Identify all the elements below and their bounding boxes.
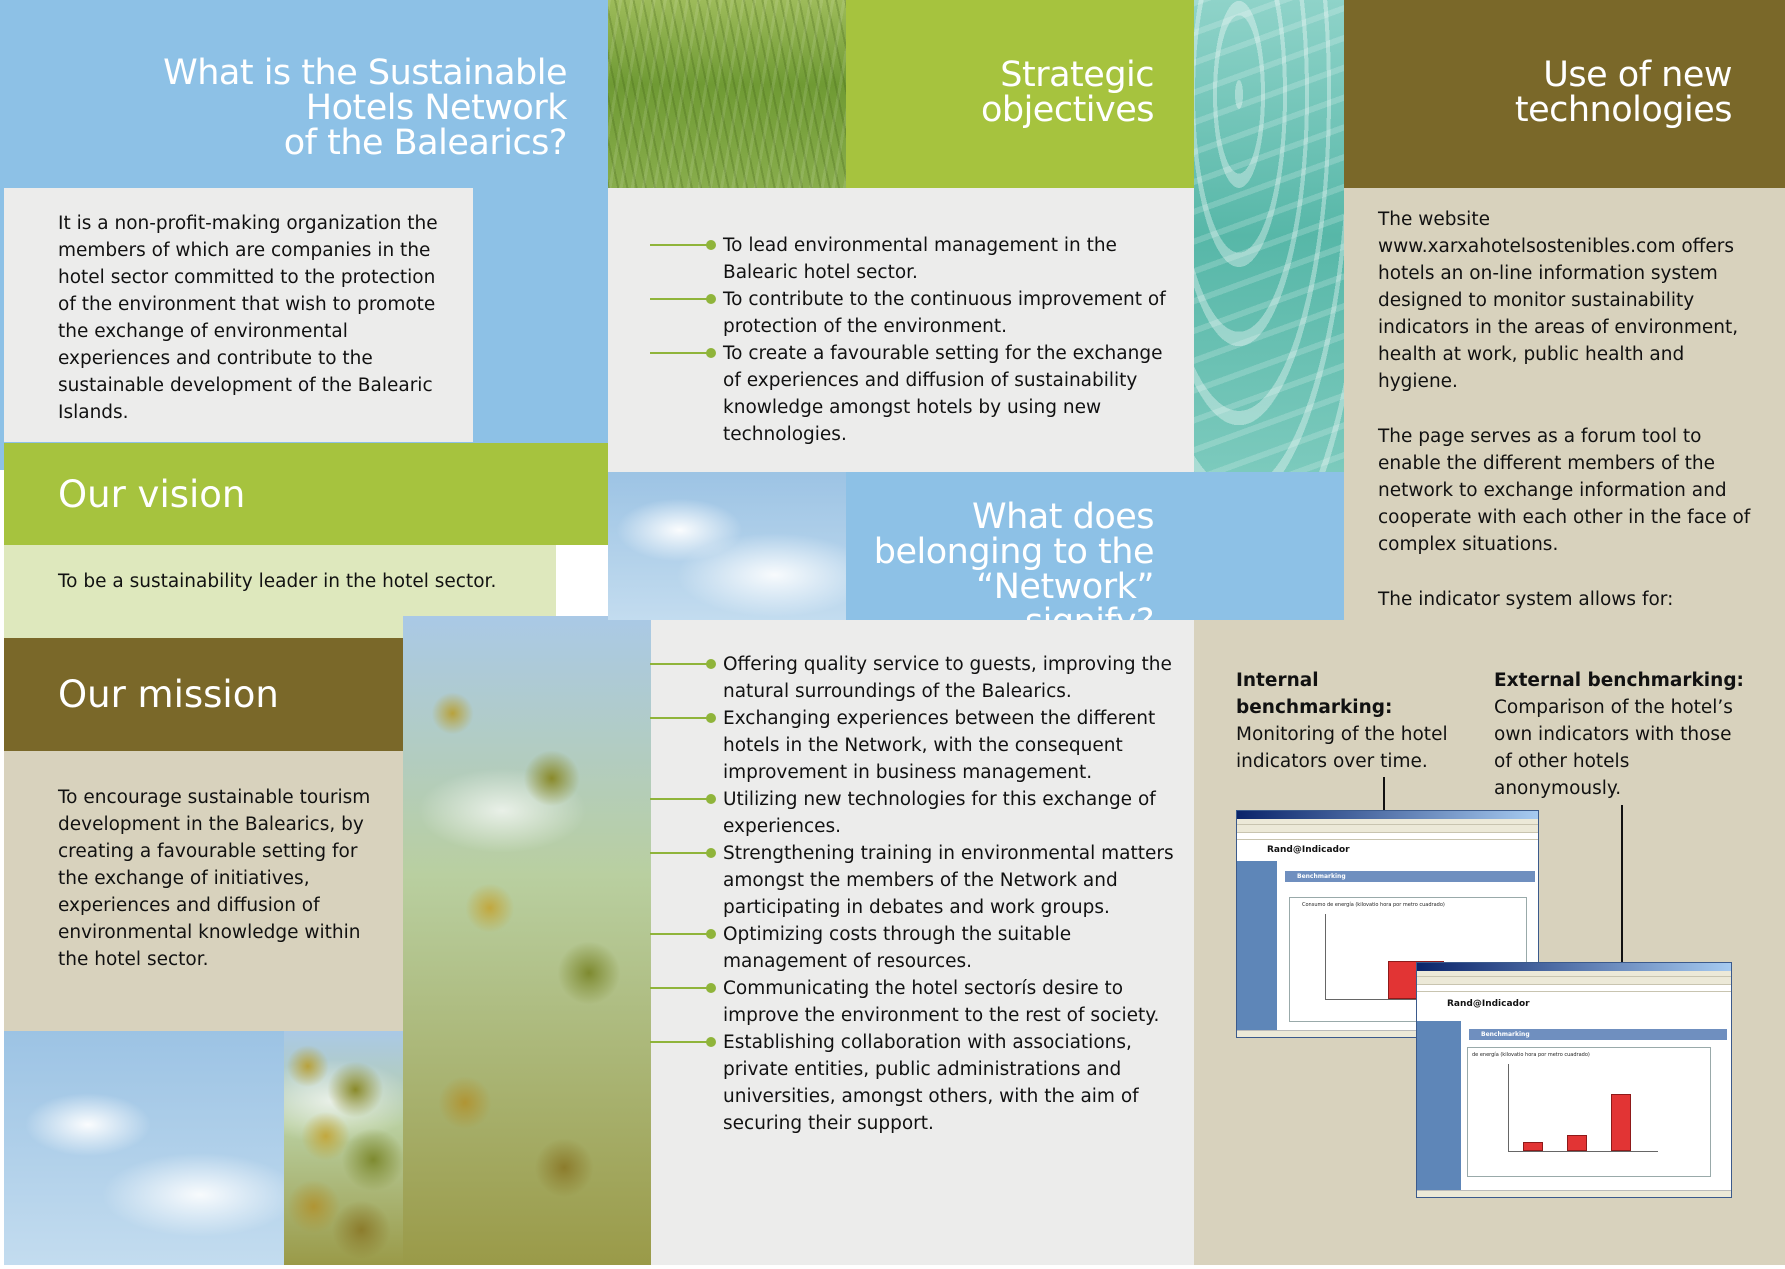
- window-address-bar: [1237, 833, 1538, 840]
- objectives-title: [880, 55, 1154, 130]
- brand-logo: Rand@Indicador: [1447, 999, 1530, 1009]
- list-item: [723, 340, 1173, 448]
- technologies-title: [1400, 55, 1732, 130]
- internal-benchmarking-label: Internal benchmarking:: [1236, 670, 1393, 718]
- vision-title: Our vision: [58, 473, 246, 516]
- water-photo: [1194, 0, 1344, 472]
- about-title-line: Hotels Network: [305, 88, 567, 128]
- brand-logo: Rand@Indicador: [1267, 845, 1350, 855]
- list-item: [723, 786, 1183, 840]
- wheat-photo: [608, 0, 846, 188]
- list-item: [723, 286, 1173, 340]
- chart-plot-area: [1508, 1064, 1658, 1152]
- window-statusbar: [1417, 1190, 1731, 1197]
- about-title: [60, 53, 567, 163]
- window-titlebar: [1237, 811, 1538, 819]
- sky-photo-middle: [608, 470, 846, 620]
- external-benchmarking-label: External benchmarking:: [1494, 670, 1744, 691]
- belonging-title: [850, 497, 1154, 640]
- chart-bar: [1611, 1094, 1631, 1151]
- belonging-title-line: “Network”: [976, 567, 1154, 607]
- window-titlebar: [1417, 963, 1731, 971]
- external-benchmarking-text: Comparison of the hotel’s own indicators with those of other hotels anonymously.: [1494, 697, 1733, 799]
- belonging-text: Optimizing costs through the suitable management of resources.: [723, 924, 1072, 972]
- internal-benchmarking: [1236, 667, 1476, 775]
- about-title-line: of the Balearics?: [283, 123, 567, 163]
- bullet-icon: [650, 852, 710, 854]
- about-title-line: What is the Sustainable: [163, 53, 567, 93]
- bullet-icon: [650, 352, 710, 354]
- bullet-icon: [650, 663, 710, 665]
- mission-title: Our mission: [58, 673, 279, 716]
- window-address-bar: [1417, 985, 1731, 992]
- technologies-title-line: Use of new: [1543, 55, 1732, 95]
- window-toolbar: [1417, 977, 1731, 985]
- list-item: [723, 232, 1173, 286]
- objective-text: To lead environmental management in the Balearic hotel sector.: [723, 235, 1117, 283]
- bullet-icon: [650, 933, 710, 935]
- belonging-text: Utilizing new technologies for this exchange of experiences.: [723, 789, 1156, 837]
- belonging-title-line: What does: [972, 497, 1154, 537]
- belonging-text: Establishing collaboration with associations, private entities, public administrations and universities, amongst others, with the aim of securing their support.: [723, 1032, 1139, 1134]
- benchmarking-header: Benchmarking: [1285, 871, 1535, 882]
- technologies-para-1: The website www.xarxahotelsostenibles.com offers hotels an on-line information system designed to monitor sustainability indicators in the areas of environment, health at work, public health and hygiene.: [1378, 209, 1739, 392]
- list-item: [723, 840, 1183, 921]
- vision-text: To be a sustainability leader in the hotel sector.: [58, 571, 497, 592]
- chart-bar: [1523, 1142, 1543, 1151]
- bullet-icon: [650, 298, 710, 300]
- chart-caption: Consumo de energía (kilovatio hora por metro cuadrado): [1302, 902, 1445, 908]
- chart-caption: de energía (kilovatio hora por metro cuadrado): [1472, 1052, 1590, 1058]
- technologies-para-2: The page serves as a forum tool to enable the different members of the network to exchange information and cooperate with each other in the face of complex situations.: [1378, 426, 1751, 555]
- window-toolbar: [1237, 825, 1538, 833]
- objective-text: To contribute to the continuous improvement of protection of the environment.: [723, 289, 1166, 337]
- window-sidebar: [1237, 861, 1277, 1031]
- mission-text: To encourage sustainable tourism development in the Balearics, by creating a favourable setting for the exchange of initiatives, experiences and diffusion of environmental knowledge within the hotel sector.: [58, 787, 371, 970]
- belonging-text: Offering quality service to guests, improving the natural surroundings of the Balearics.: [723, 654, 1172, 702]
- bullet-icon: [650, 1041, 710, 1043]
- energy-chart-external: [1467, 1047, 1711, 1177]
- objectives-title-line: Strategic: [1000, 55, 1154, 95]
- belonging-title-line: belonging to the: [873, 532, 1154, 572]
- belonging-text: Communicating the hotel sectorís desire to improve the environment to the rest of society.: [723, 978, 1160, 1026]
- internal-benchmarking-text: Monitoring of the hotel indicators over time.: [1236, 724, 1448, 772]
- benchmarking-header: Benchmarking: [1469, 1029, 1727, 1040]
- objective-text: To create a favourable setting for the exchange of experiences and diffusion of sustainability knowledge amongst hotels by using new technologies.: [723, 343, 1163, 445]
- chart-bar: [1567, 1135, 1587, 1151]
- list-item: [723, 705, 1183, 786]
- tree-photo-lower: [284, 1031, 403, 1265]
- list-item: [723, 1029, 1183, 1137]
- pointer-line-external: [1621, 805, 1623, 975]
- about-text: It is a non-profit-making organization the members of which are companies in the hotel sector committed to the protection of the environment that wish to promote the exchange of environmental experiences and contribute to the sustainable development of the Balearic Islands.: [58, 213, 438, 423]
- bullet-icon: [650, 717, 710, 719]
- bullet-icon: [650, 987, 710, 989]
- belonging-list: [723, 651, 1183, 1137]
- technologies-para-3: The indicator system allows for:: [1378, 589, 1674, 610]
- screenshot-external: [1416, 962, 1732, 1198]
- belonging-text: Strengthening training in environmental matters amongst the members of the Network and participating in debates and work groups.: [723, 843, 1174, 918]
- list-item: [723, 921, 1183, 975]
- external-benchmarking: [1494, 667, 1754, 802]
- list-item: [723, 651, 1183, 705]
- bullet-icon: [650, 244, 710, 246]
- objectives-title-line: objectives: [980, 90, 1154, 130]
- objectives-list: [723, 232, 1173, 448]
- sky-photo: [4, 1031, 284, 1265]
- window-sidebar: [1417, 1021, 1461, 1193]
- technologies-title-line: technologies: [1514, 90, 1732, 130]
- list-item: [723, 975, 1183, 1029]
- belonging-text: Exchanging experiences between the different hotels in the Network, with the consequent improvement in business management.: [723, 708, 1156, 783]
- bullet-icon: [650, 798, 710, 800]
- tree-photo: [403, 616, 651, 1265]
